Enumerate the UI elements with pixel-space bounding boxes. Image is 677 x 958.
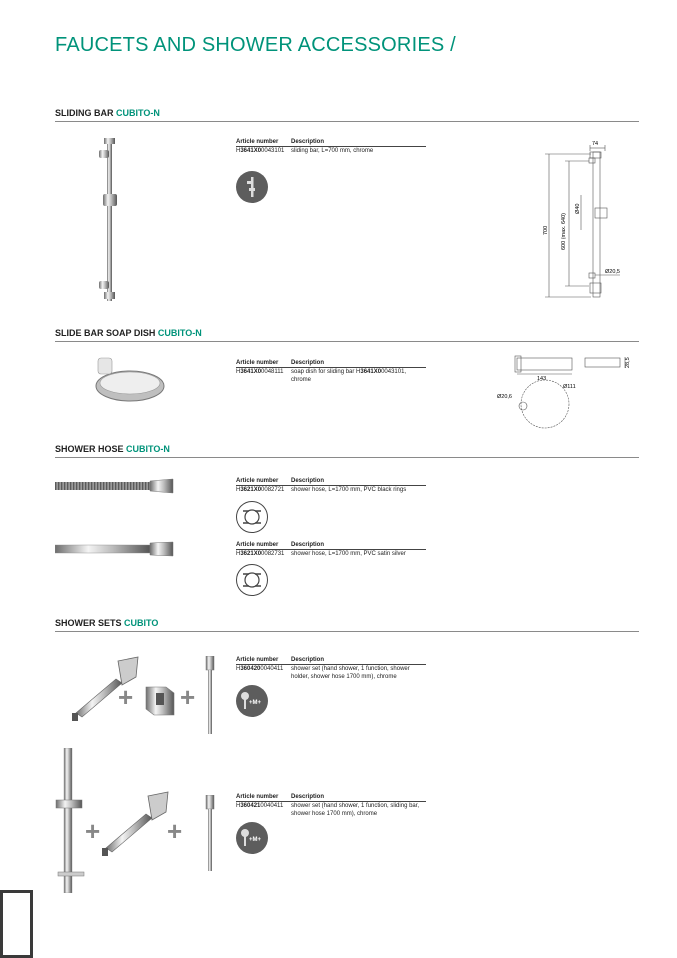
section-title: SLIDING BAR	[55, 108, 117, 118]
dimension-label: 143	[537, 376, 547, 382]
dimension-label: 28,5	[625, 357, 631, 368]
dimension-label: 700	[543, 225, 549, 235]
section-header-sliding-bar	[55, 108, 639, 122]
shower-function-icon	[236, 685, 268, 717]
article-table-shower-hose-2	[236, 542, 426, 559]
article-number-header: Article number	[236, 794, 279, 800]
article-table-sliding-bar	[236, 139, 426, 156]
sliding-bar-feature-icon	[236, 171, 268, 203]
shower-hose-image	[202, 656, 218, 736]
section-header-shower-hose	[55, 444, 639, 458]
description-header: Description	[291, 139, 325, 145]
article-number-header: Article number	[236, 360, 279, 366]
article-description: sliding bar, L=700 mm, chrome	[291, 148, 374, 154]
hand-shower-image	[100, 790, 175, 860]
plus-sign: +	[167, 816, 183, 846]
sliding-bar-technical-drawing	[535, 140, 635, 300]
section-header-soap-dish	[55, 328, 639, 342]
article-description: shower set (hand shower, 1 function, sliding bar, shower hose 1700 mm), chrome	[291, 803, 420, 817]
article-number: H3641X00043101	[236, 148, 285, 154]
page-corner-tab	[0, 890, 33, 958]
soap-dish-technical-drawing	[495, 352, 640, 434]
article-table-shower-hose-1	[236, 478, 426, 495]
dimension-label: Ø20,6	[497, 394, 512, 400]
badge-label: +M+	[249, 700, 262, 706]
article-number-header: Article number	[236, 657, 279, 663]
dimension-label: 600 (max. 640)	[561, 213, 567, 250]
dimension-label: Ø20,5	[605, 269, 620, 275]
sliding-bar-image	[95, 136, 125, 306]
article-table-soap-dish	[236, 360, 426, 384]
section-title: SHOWER HOSE	[55, 444, 127, 454]
table-row	[236, 368, 426, 384]
table-row	[236, 550, 426, 559]
plus-sign: +	[118, 682, 134, 712]
section-title: SHOWER SETS	[55, 618, 125, 628]
section-title-accent: CUBITO-N	[126, 444, 170, 454]
article-table-shower-set-2	[236, 794, 426, 818]
article-description: shower hose, L=1700 mm, PVC satin silver	[291, 551, 406, 557]
description-header: Description	[291, 478, 325, 484]
description-header: Description	[291, 657, 325, 663]
shower-function-icon	[236, 822, 268, 854]
description-header: Description	[291, 794, 325, 800]
hose-connection-icon	[236, 501, 268, 533]
badge-label: +M+	[249, 837, 262, 843]
article-number: H3604210040411	[236, 803, 284, 809]
hose-connection-icon	[236, 564, 268, 596]
table-row	[236, 665, 426, 681]
article-number: H3621X00082731	[236, 551, 285, 557]
article-number-header: Article number	[236, 478, 279, 484]
shower-hose-image	[202, 795, 218, 873]
description-header: Description	[291, 360, 325, 366]
section-title-accent: CUBITO-N	[116, 108, 160, 118]
shower-holder-image	[142, 683, 178, 719]
article-number: H3621X00082721	[236, 487, 285, 493]
plus-sign: +	[180, 682, 196, 712]
description-header: Description	[291, 542, 325, 548]
dimension-label: Ø111	[563, 384, 576, 390]
section-title: SLIDE BAR SOAP DISH	[55, 328, 158, 338]
soap-dish-image	[90, 352, 170, 407]
shower-hose-black-rings-image	[55, 478, 175, 494]
table-row	[236, 147, 426, 156]
article-number-header: Article number	[236, 139, 279, 145]
article-description: soap dish for sliding bar H3641X00043101, chrome	[291, 369, 407, 383]
table-row	[236, 486, 426, 495]
article-number-header: Article number	[236, 542, 279, 548]
page-title: FAUCETS AND SHOWER ACCESSORIES /	[55, 34, 456, 56]
table-row	[236, 802, 426, 818]
hand-shower-image	[70, 655, 145, 725]
article-table-shower-set-1	[236, 657, 426, 681]
dimension-label: 74	[592, 141, 599, 147]
section-title-accent: CUBITO	[124, 618, 159, 628]
section-title-accent: CUBITO-N	[157, 328, 202, 338]
article-description: shower set (hand shower, 1 function, shower holder, shower hose 1700 mm), chrome	[291, 666, 410, 680]
article-number: H3604200040411	[236, 666, 284, 672]
article-number: H3641X00048111	[236, 369, 284, 375]
dimension-label: Ø40	[575, 203, 581, 214]
shower-hose-satin-silver-image	[55, 541, 175, 557]
plus-sign: +	[85, 816, 101, 846]
article-description: shower hose, L=1700 mm, PVC black rings	[291, 487, 407, 493]
section-header-shower-sets	[55, 618, 639, 632]
sliding-bar-set-image	[52, 748, 86, 893]
